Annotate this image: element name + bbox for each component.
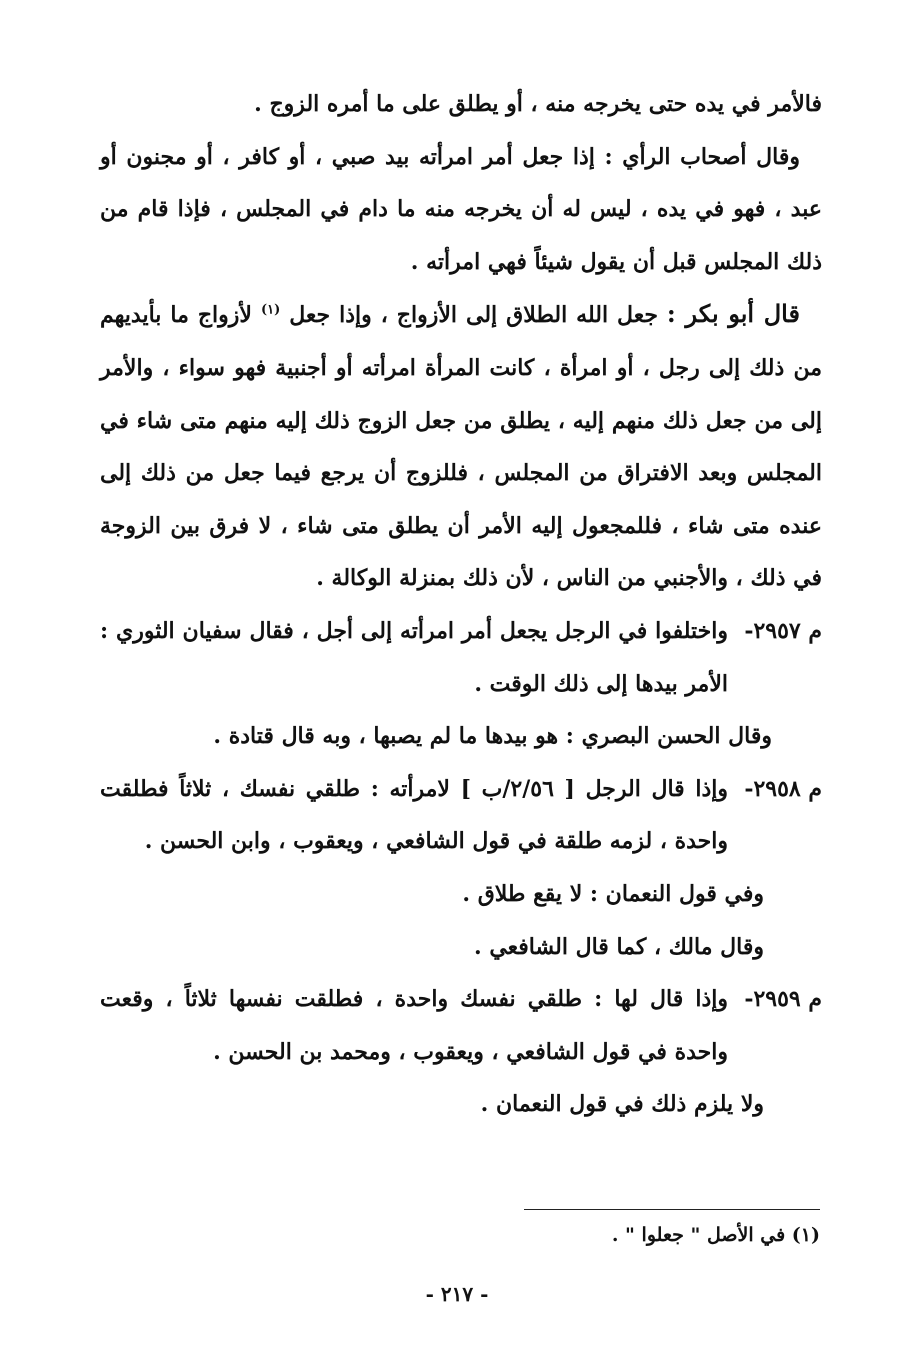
masala-2957-text: واختلفوا في الرجل يجعل أمر امرأته إلى أجل ، فقال سفيان الثوري : الأمر بيدها إلى ذلك الوقت . [100,617,728,697]
masala-2958 [100,763,822,868]
masala-number-2958: م ٢٩٥٨- [744,775,822,802]
footnote-marker: (١) [791,1224,820,1246]
paragraph-2: وقال أصحاب الرأي : إذا جعل أمر امرأته بيد صبي ، أو كافر ، أو مجنون أو عبد ، فهو في يده ، ليس له أن يخرجه منه ما دام في المجلس ، فإذا قام من ذلك المجلس قبل أن يقول شيئاً فهي امرأته . [100,143,822,275]
footnote-divider [524,1209,820,1210]
paragraph-8: وقال مالك ، كما قال الشافعي . [474,933,764,960]
page-number: - ٢١٧ - [425,1282,489,1306]
paragraph-3-text-a: جعل الله الطلاق إلى الأزواج ، وإذا جعل [289,302,658,329]
paragraph-1: فالأمر في يده حتى يخرجه منه ، أو يطلق على ما أمره الزوج . [254,91,822,117]
footnote-reference: (١) [260,303,281,319]
page-body [100,78,822,1131]
masala-2959 [100,973,822,1078]
footnote [420,1224,820,1246]
masala-number-2959: م ٢٩٥٩- [744,986,822,1013]
paragraph-5: وقال الحسن البصري : هو بيدها ما لم يصبها ، وبه قال قتادة . [213,723,772,750]
masala-2958-text: وإذا قال الرجل [ ٢/٥٦/ب ] لامرأته : طلقي نفسك ، ثلاثاً فطلقت واحدة ، لزمه طلقة في قول الشافعي ، ويعقوب ، وابن الحسن . [100,775,728,855]
paragraph-10: ولا يلزم ذلك في قول النعمان . [480,1091,764,1118]
paragraph-3-text-b: لأزواج ما بأيديهم من ذلك إلى رجل ، أو امرأة ، كانت المرأة امرأته أو أجنبية فهو سواء ، والأمر إلى من جعل ذلك منهم إليه ، يطلق من جعل الزوج ذلك إليه منهم متى شاء في المجلس وبعد الافتراق من المجلس ، فللزوج أن يرجع فيما جعل من ذلك إلى عنده متى شاء ، فللمجعول إليه الأمر أن يطلق متى شاء ، لا فرق بين الزوجة في ذلك ، والأجنبي من الناس ، لأن ذلك بمنزلة الوكالة . [100,302,822,592]
speaker-label: قال أبو بكر : [666,299,800,329]
paragraph-3 [100,288,822,605]
masala-2957 [100,605,822,710]
footnote-text: في الأصل " جعلوا " . [611,1224,786,1246]
paragraph-7: وفي قول النعمان : لا يقع طلاق . [462,880,764,907]
masala-2959-text: وإذا قال لها : طلقي نفسك واحدة ، فطلقت نفسها ثلاثاً ، وقعت واحدة في قول الشافعي ، ويعقوب ، ومحمد بن الحسن . [100,986,728,1065]
masala-number-2957: م ٢٩٥٧- [744,617,822,644]
